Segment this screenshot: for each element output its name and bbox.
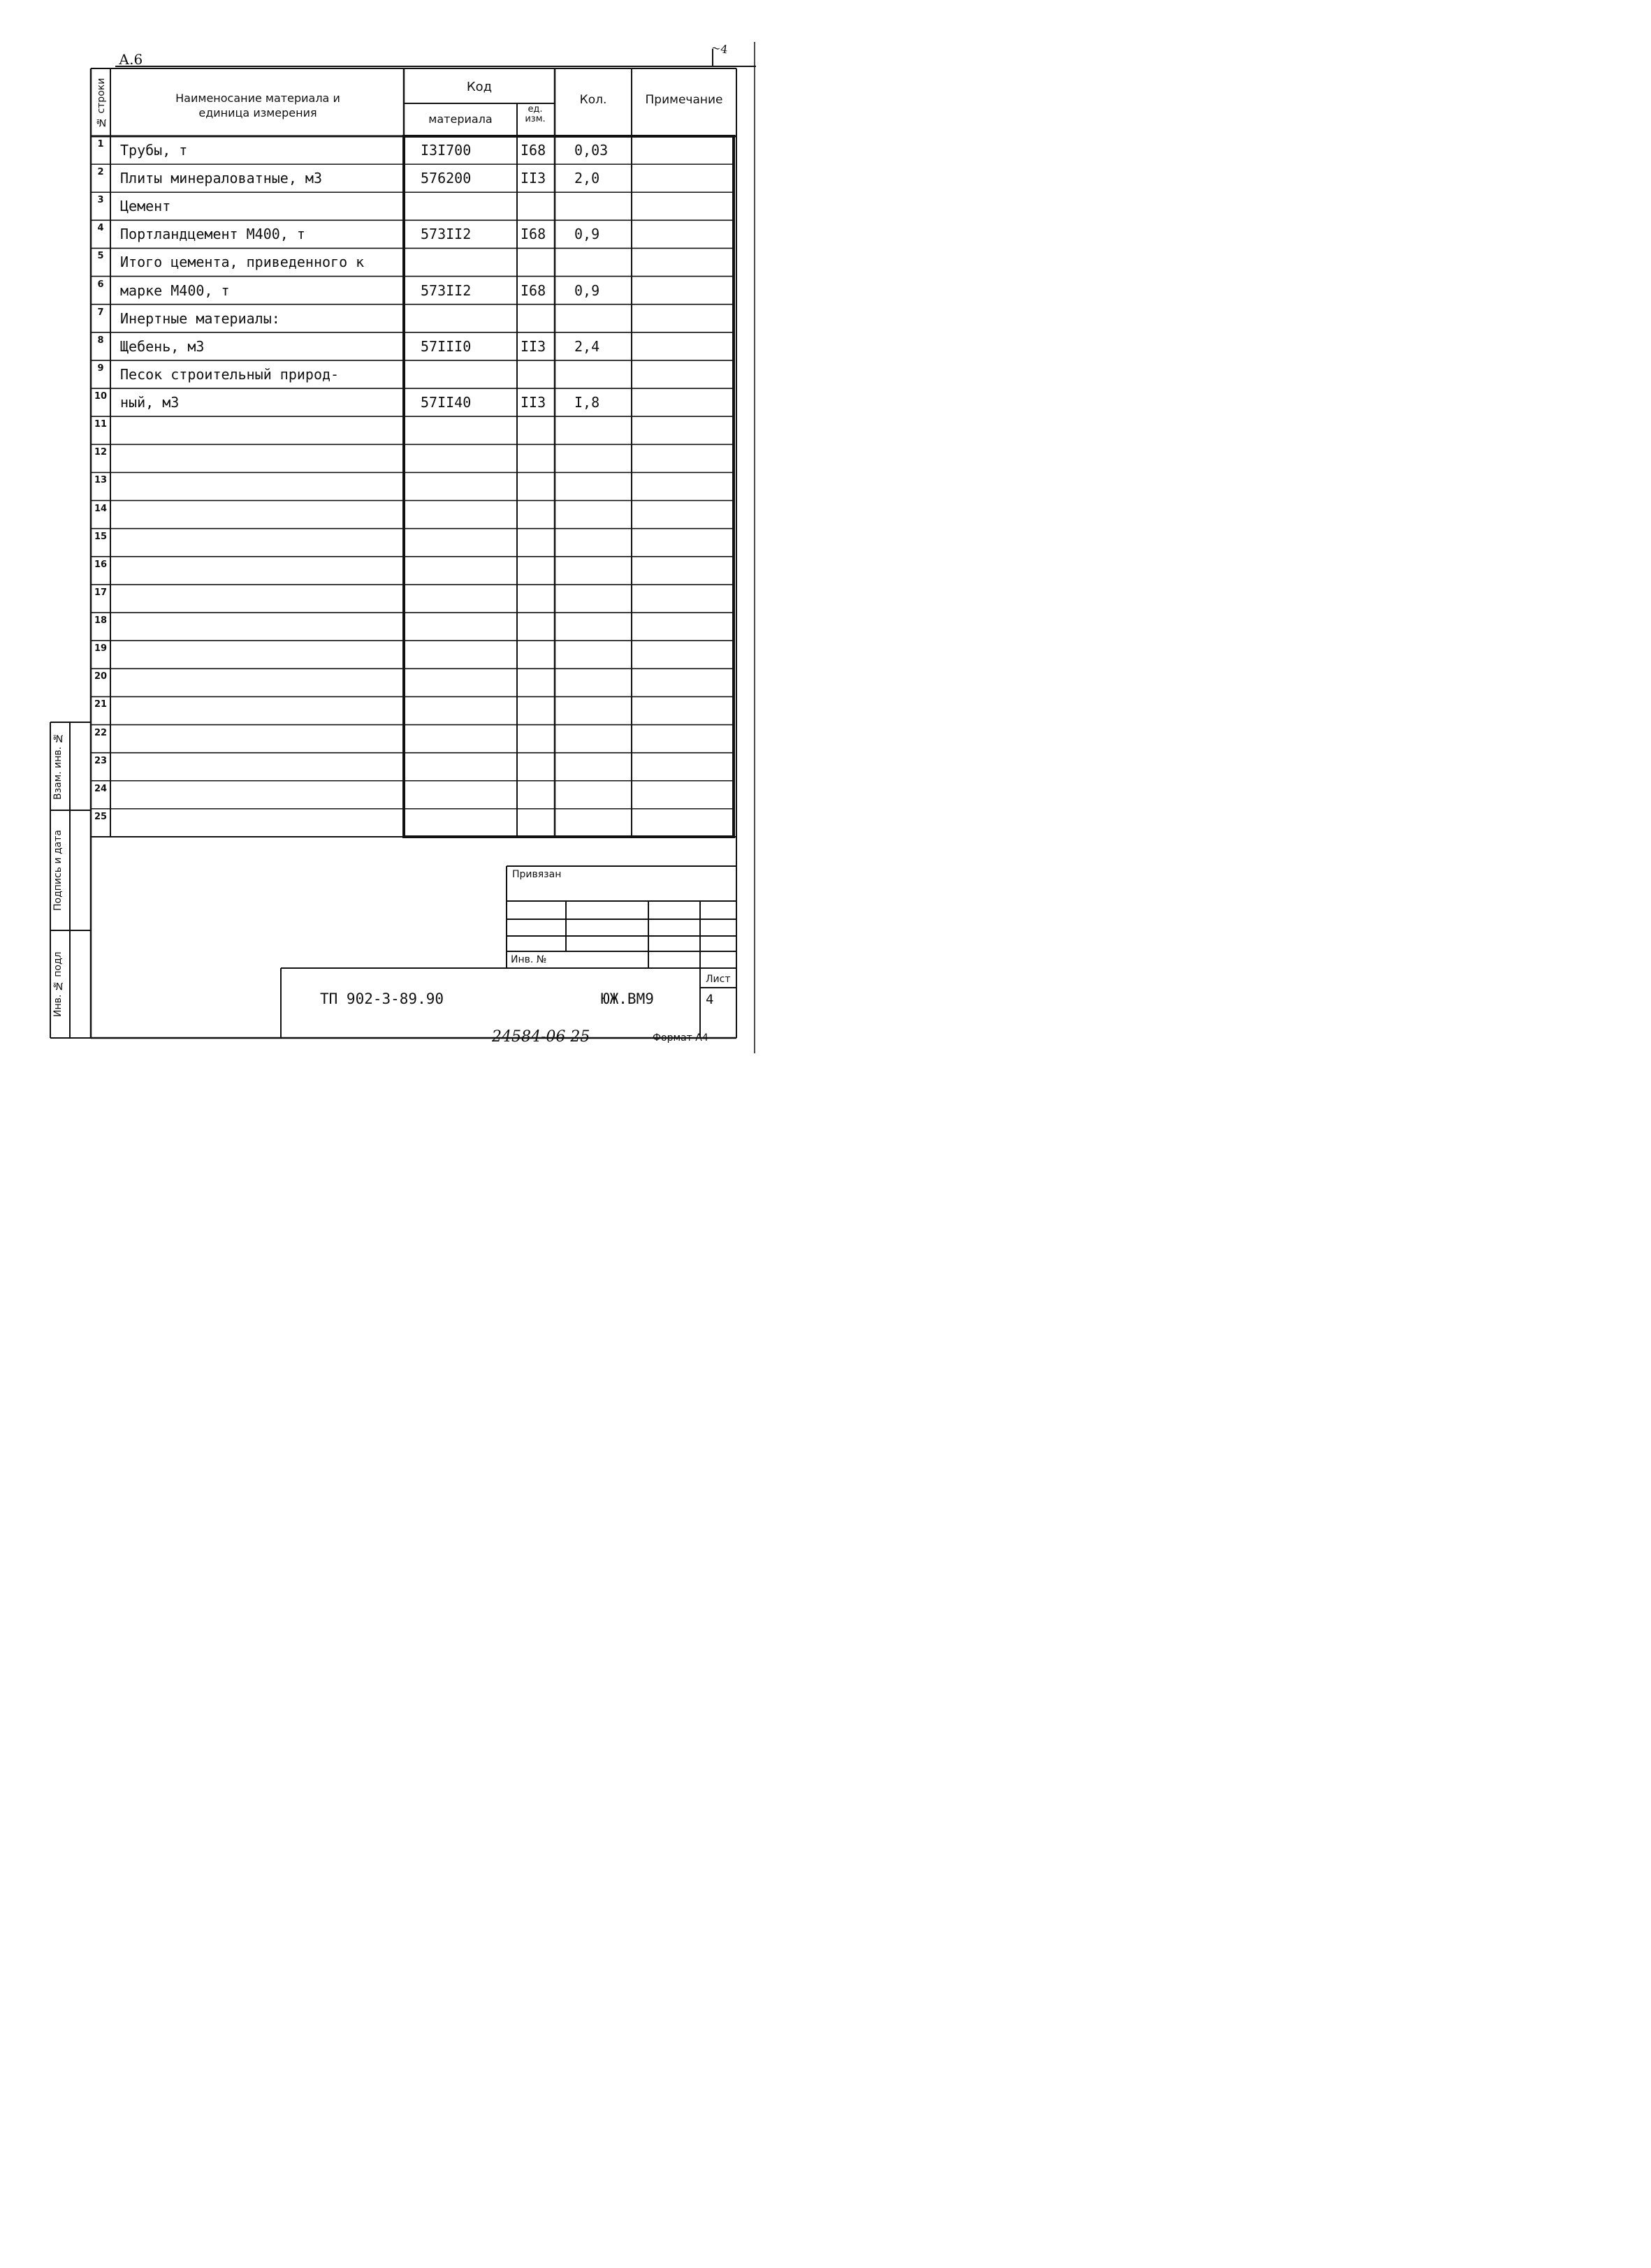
side-label-inv-podl: Инв. № подл [52,951,64,1017]
material-name: Трубы, т [120,142,188,159]
row-number: 1 [97,139,104,149]
header-unit-line1: ед. [528,104,543,115]
side-label-vzam-inv: Взам. инв. № [52,732,64,800]
header-code-unit [517,105,553,124]
unit-code: I68 [521,226,546,243]
row-number: 22 [94,727,108,738]
row-number: 3 [97,195,104,206]
material-name: Щебень, м3 [120,337,205,355]
row-number: 5 [97,251,104,262]
unit-code: I68 [521,281,546,299]
row-number: 24 [94,783,108,794]
corner-mark: ~4 [710,41,729,57]
row-number: 13 [94,475,108,486]
material-code: 57II40 [421,394,472,411]
sheet-code: ЮЖ.ВМ9 [601,990,654,1007]
header-name [113,91,402,120]
material-code: 573II2 [421,281,472,299]
row-number: 20 [94,671,108,682]
sheet-label: Лист [706,974,731,985]
form-frame [0,0,792,1088]
material-name: Цемент [120,198,171,215]
row-number: 8 [97,335,104,346]
unit-code: II3 [521,337,546,355]
material-name: марке М400, т [120,281,230,299]
material-name: Плиты минераловатные, м3 [120,170,322,187]
sheet-prefix-label: А.6 [119,51,143,68]
row-number: 10 [94,391,108,402]
row-number: 25 [94,811,108,822]
side-label-podpis-data: Подпись и дата [52,830,64,911]
document-code: ТП 902-3-89.90 [320,990,444,1007]
row-number: 2 [97,167,104,178]
header-unit-line2: изм. [525,114,546,124]
quantity: 0,9 [574,226,600,243]
quantity: 0,9 [574,281,600,299]
material-name: Итого цемента, приведенного к [120,254,365,271]
row-number: 11 [94,419,108,430]
header-code-material: материала [428,112,493,126]
quantity: 2,0 [574,170,600,187]
row-number: 15 [94,531,108,542]
header-row-number: № строки [96,78,107,128]
row-number: 19 [94,643,108,654]
material-name: ный, м3 [120,394,180,411]
material-name: Портландцемент М400, т [120,226,305,243]
header-name-line1: Наименосание материала и [175,92,340,105]
row-number: 18 [94,615,108,627]
row-number: 6 [97,279,104,290]
material-code: 57III0 [421,337,472,355]
unit-code: II3 [521,170,546,187]
material-code: 573II2 [421,226,472,243]
quantity: 2,4 [574,337,600,355]
header-quantity: Кол. [579,93,607,107]
material-name: Песок строительный природ- [120,365,340,383]
material-code: I3I700 [421,142,472,159]
format-label: Формат А4 [653,1032,708,1044]
handwritten-number: 24584-06 25 [492,1028,590,1046]
header-name-line2: единица измерения [198,106,317,119]
quantity: 0,03 [574,142,609,159]
material-code: 576200 [421,170,472,187]
row-number: 17 [94,587,108,598]
row-number: 9 [97,363,104,374]
stamp-privyazan: Привязан [512,869,562,880]
header-note: Примечание [645,93,723,107]
row-number: 7 [97,307,104,318]
row-number: 4 [97,223,104,234]
unit-code: II3 [521,394,546,411]
row-number: 12 [94,447,108,458]
stamp-inv-no: Инв. № [511,954,547,965]
quantity: I,8 [574,394,600,411]
row-number: 14 [94,503,108,514]
unit-code: I68 [521,142,546,159]
row-number: 16 [94,559,108,570]
material-name: Инертные материалы: [120,309,280,327]
row-number: 21 [94,699,108,710]
sheet-number: 4 [706,992,714,1007]
header-code: Код [466,80,493,94]
row-number: 23 [94,755,108,766]
